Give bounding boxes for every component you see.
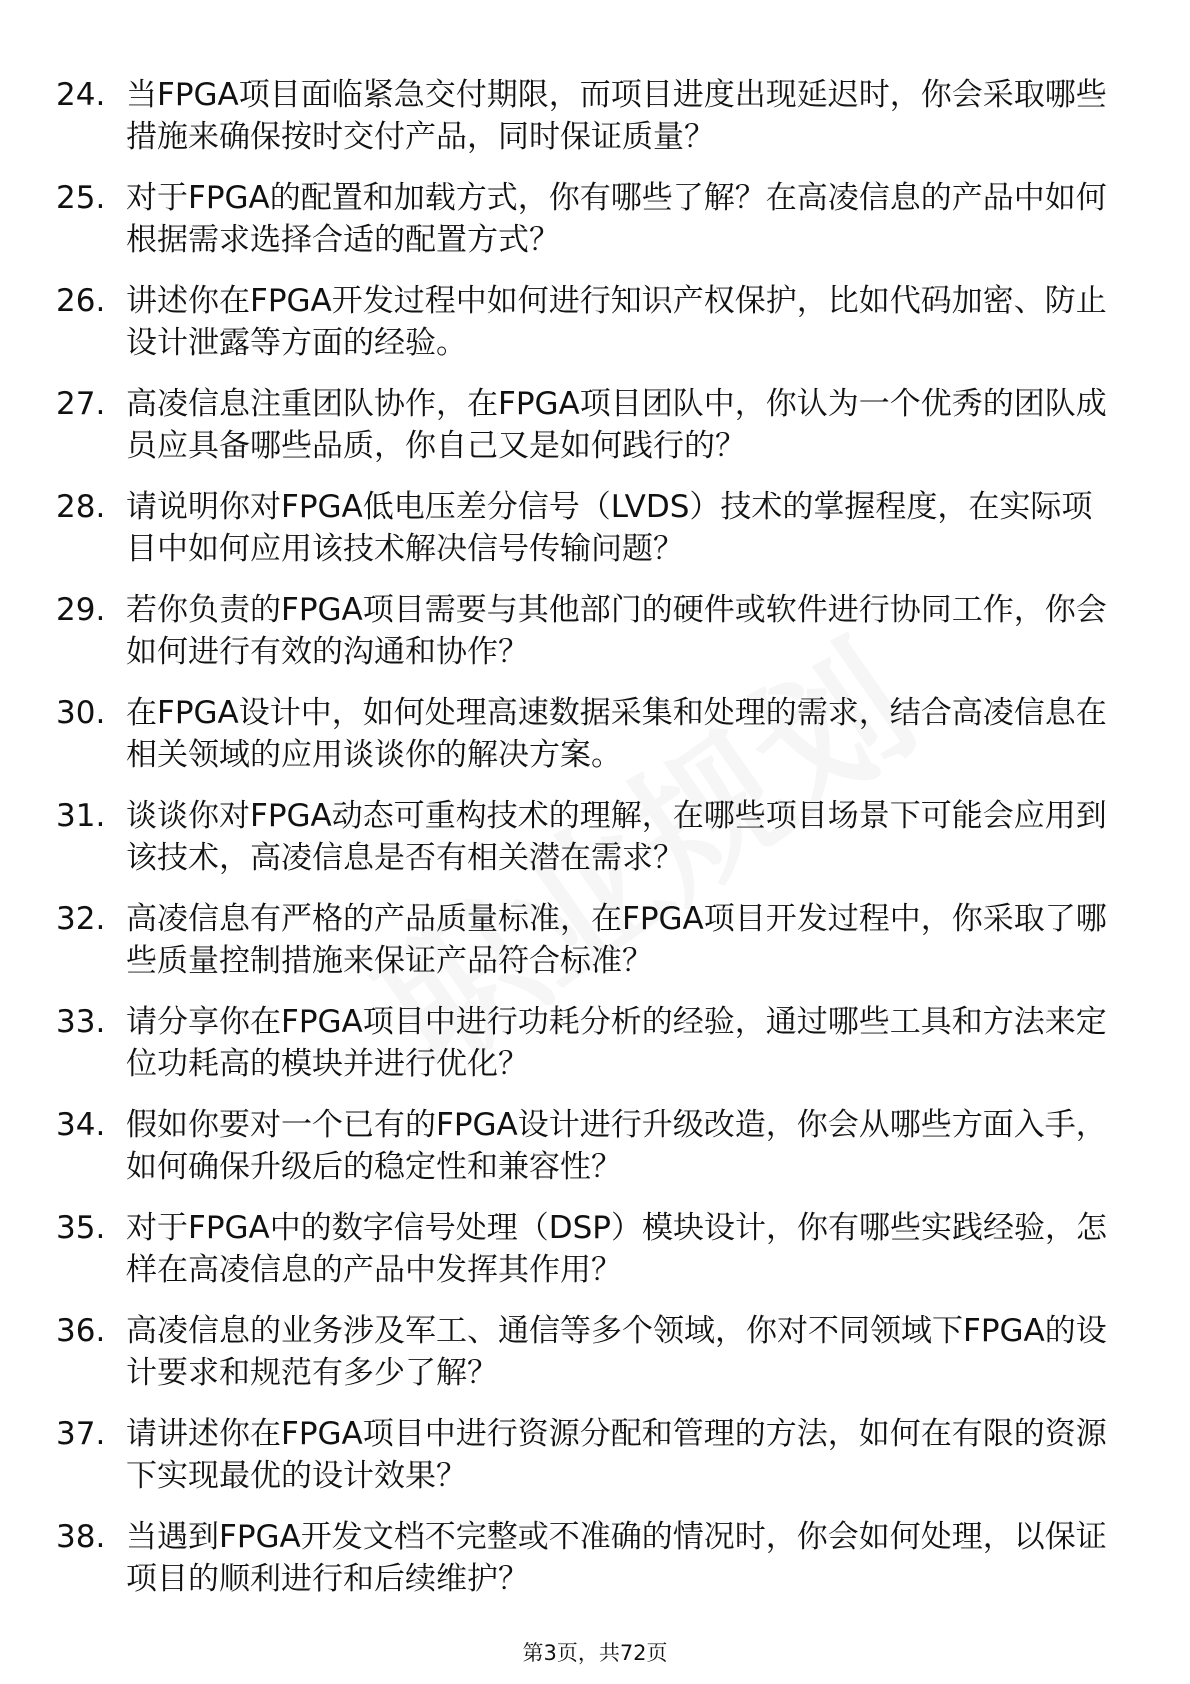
question-text: 当FPGA项目面临紧急交付期限，而项目进度出现延迟时，你会采取哪些措施来确保按时交付产品，同时保证质量？ bbox=[126, 77, 1107, 155]
question-item bbox=[56, 1413, 1116, 1497]
question-item bbox=[56, 898, 1116, 982]
question-item bbox=[56, 1516, 1116, 1600]
question-number: 29. bbox=[56, 592, 106, 628]
question-number: 25. bbox=[56, 180, 106, 216]
question-text: 请说明你对FPGA低电压差分信号（LVDS）技术的掌握程度，在实际项目中如何应用该技术解决信号传输问题？ bbox=[126, 489, 1093, 567]
question-text: 请讲述你在FPGA项目中进行资源分配和管理的方法，如何在有限的资源下实现最优的设计效果？ bbox=[126, 1416, 1107, 1494]
question-text: 在FPGA设计中，如何处理高速数据采集和处理的需求，结合高凌信息在相关领域的应用谈谈你的解决方案。 bbox=[126, 695, 1107, 773]
question-item bbox=[56, 383, 1116, 467]
question-text: 假如你要对一个已有的FPGA设计进行升级改造，你会从哪些方面入手，如何确保升级后的稳定性和兼容性？ bbox=[126, 1107, 1107, 1185]
question-number: 33. bbox=[56, 1004, 106, 1040]
question-number: 35. bbox=[56, 1210, 106, 1246]
question-text: 讲述你在FPGA开发过程中如何进行知识产权保护，比如代码加密、防止设计泄露等方面的经验。 bbox=[126, 283, 1107, 361]
question-number: 27. bbox=[56, 386, 106, 422]
question-number: 31. bbox=[56, 798, 106, 834]
question-number: 26. bbox=[56, 283, 106, 319]
question-number: 34. bbox=[56, 1107, 106, 1143]
question-text: 对于FPGA中的数字信号处理（DSP）模块设计，你有哪些实践经验，怎样在高凌信息的产品中发挥其作用？ bbox=[126, 1210, 1107, 1288]
question-item bbox=[56, 1310, 1116, 1394]
page-footer: 第3页，共72页 bbox=[522, 1641, 668, 1665]
question-number: 38. bbox=[56, 1519, 106, 1555]
question-text: 请分享你在FPGA项目中进行功耗分析的经验，通过哪些工具和方法来定位功耗高的模块并进行优化？ bbox=[126, 1004, 1107, 1082]
question-item bbox=[56, 692, 1116, 776]
question-text: 高凌信息的业务涉及军工、通信等多个领域，你对不同领域下FPGA的设计要求和规范有多少了解？ bbox=[126, 1313, 1107, 1391]
question-item bbox=[56, 280, 1116, 364]
question-number: 28. bbox=[56, 489, 106, 525]
question-text: 高凌信息有严格的产品质量标准，在FPGA项目开发过程中，你采取了哪些质量控制措施来保证产品符合标准？ bbox=[126, 901, 1107, 979]
question-list bbox=[56, 74, 1116, 1619]
question-item bbox=[56, 1001, 1116, 1085]
question-text: 当遇到FPGA开发文档不完整或不准确的情况时，你会如何处理，以保证项目的顺利进行和后续维护？ bbox=[126, 1519, 1107, 1597]
question-text: 对于FPGA的配置和加载方式，你有哪些了解？在高凌信息的产品中如何根据需求选择合适的配置方式？ bbox=[126, 180, 1107, 258]
question-number: 36. bbox=[56, 1313, 106, 1349]
question-number: 37. bbox=[56, 1416, 106, 1452]
question-item bbox=[56, 1104, 1116, 1188]
question-text: 高凌信息注重团队协作，在FPGA项目团队中，你认为一个优秀的团队成员应具备哪些品质，你自己又是如何践行的？ bbox=[126, 386, 1107, 464]
question-number: 32. bbox=[56, 901, 106, 937]
question-number: 24. bbox=[56, 77, 106, 113]
question-number: 30. bbox=[56, 695, 106, 731]
question-item bbox=[56, 589, 1116, 673]
question-item bbox=[56, 74, 1116, 158]
question-item bbox=[56, 795, 1116, 879]
question-item bbox=[56, 177, 1116, 261]
question-text: 谈谈你对FPGA动态可重构技术的理解，在哪些项目场景下可能会应用到该技术，高凌信息是否有相关潜在需求？ bbox=[126, 798, 1107, 876]
question-text: 若你负责的FPGA项目需要与其他部门的硬件或软件进行协同工作，你会如何进行有效的沟通和协作？ bbox=[126, 592, 1107, 670]
question-item bbox=[56, 486, 1116, 570]
question-item bbox=[56, 1207, 1116, 1291]
